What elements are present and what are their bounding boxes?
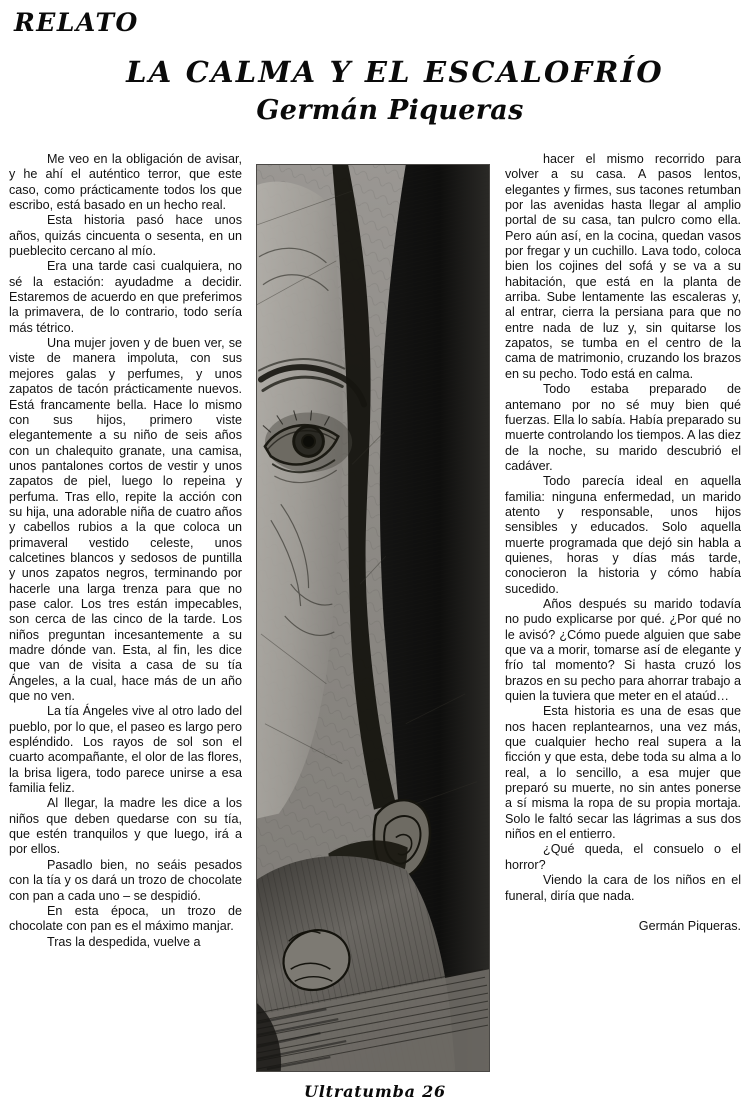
- publication-footer: Ultratumba 26: [304, 1082, 446, 1101]
- paragraph: Tras la despedida, vuelve a: [47, 934, 201, 949]
- paragraph: Esta historia pasó hace unos años, quizás cincuenta o sesenta, en un pueblecito cercano al mío.: [9, 213, 242, 259]
- paragraph: Todo parecía ideal en aquella familia: ninguna enfermedad, un marido atento y responsable, unos hijos sensibles y educados. Solo aquella muerte programada que dejó sin habla a quienes, horas y días más tarde, conocieron la historia y cómo había sucedido.: [505, 474, 741, 596]
- paragraph: Esta historia es una de esas que nos hacen replantearnos, una vez más, que cualquier hecho real supera a la ficción y que esta, debe toda su alma a lo real, a lo sencillo, a esa mujer que preparó su muerte, no sin antes ponerse a sí misma la ropa de su propia mortaja. Solo le faltó secar las lágrimas a sus dos niños en el entierro.: [505, 704, 741, 842]
- paragraph: Me veo en la obligación de avisar, y he ahí el auténtico terror, que este caso, como prácticamente todos los que escribo, está basado en un hecho real.: [9, 152, 242, 213]
- paragraph: Viendo la cara de los niños en el funeral, diría que nada.: [505, 873, 741, 903]
- paragraph: ¿Qué queda, el consuelo o el horror?: [505, 842, 741, 872]
- charcoal-portrait-illustration: [256, 164, 490, 1072]
- paragraph: La tía Ángeles vive al otro lado del pueblo, por lo que, el paseo es largo pero espléndido. Los rayos de sol son el cuarto acompañante, el olor de las flores, la brisa ligera, todo parece unirse a esa familia feliz.: [9, 704, 242, 796]
- paragraph: hacer el mismo recorrido para volver a su casa. A pasos lentos, elegantes y firmes, sus tacones retumban por las avenidas hasta llegar al amplio portal de su casa, tan pulcro como ella. Pero aún así, en la cocina, quedan vasos por fregar y un cuchillo. Lava todo, coloca bien los cojines del sofá y se va a su habitación, que está en la planta de arriba. Sube lentamente las escaleras y, al entrar, cierra la persiana para que no entre nada de luz y, sin quitarse los zapatos, se tumba en el centro de la cama de matrimonio, cruzando los brazos en su pecho. Todo está en calma.: [505, 152, 741, 381]
- author-signature: Germán Piqueras.: [638, 918, 741, 933]
- masthead: [0, 0, 750, 150]
- paragraph: Una mujer joven y de buen ver, se viste de manera impoluta, con sus mejores galas y perfumes, y unos zapatos de tacón prácticamente nuevos. Está francamente bella. Hace lo mismo con sus hijos, primero viste elegantemente a su niño de seis años con un chalequito granate, una camisa, unos pantalones cortos de vestir y unos zapatos de piel, luego lo repeina y perfuma. Tras ello, repite la acción con su hija, una adorable niña de cuatro años y cabellos rubios a la que coloca un primaveral vestido celeste, unos calcetines blancos y sedosos de puntilla y unos zapatos negros, terminando por hacerle una larga trenza para que no pase calor. Los tres están impecables, son cerca de las cinco de la tarde. Los niños preguntan incesantemente a su madre dónde van. Esta, al fin, les dice que van de visita a casa de su tía Ángeles, a la cual, hace más de un año que no ven.: [9, 336, 242, 704]
- paragraph: Al llegar, la madre les dice a los niños que deben quedarse con su tía, que estén tranquilos y que luego, irá a por ellos.: [9, 796, 242, 857]
- paragraph: Años después su marido todavía no pudo explicarse por qué. ¿Por qué no le avisó? ¿Cómo puede alguien que sabe que va a morir, tomarse así de elegante y frío tal momento? Si hasta cruzó los brazos en su pecho para ahorrar trabajo a quien la tuviera que meter en el ataúd…: [505, 596, 741, 704]
- paragraph: En esta época, un trozo de chocolate con pan es el máximo manjar.: [9, 903, 242, 934]
- paragraph: Era una tarde casi cualquiera, no sé la estación: ayudadme a decidir. Estaremos de acuerdo en que preferimos la primavera, de lo contrario, todo sería más tétrico.: [9, 259, 242, 335]
- page-title: LA CALMA Y EL ESCALOFRÍO: [126, 55, 664, 89]
- paragraph: Todo estaba preparado de antemano por no sé muy bien qué fuerzas. Ella lo sabía. Había preparado su muerte controlando los tiempos. A las diez de la noche, su marido descubrió el cadáver.: [505, 382, 741, 473]
- paragraph: Pasadlo bien, no seáis pesados con la tía y os dará un trozo de chocolate con pan a cada uno – se despidió.: [9, 857, 242, 903]
- right-text-column: [505, 152, 741, 934]
- section-kicker: RELATO: [14, 8, 139, 37]
- portrait-drawing: [257, 165, 489, 1071]
- left-text-column: [9, 152, 242, 950]
- author-byline: Germán Piqueras: [256, 95, 524, 126]
